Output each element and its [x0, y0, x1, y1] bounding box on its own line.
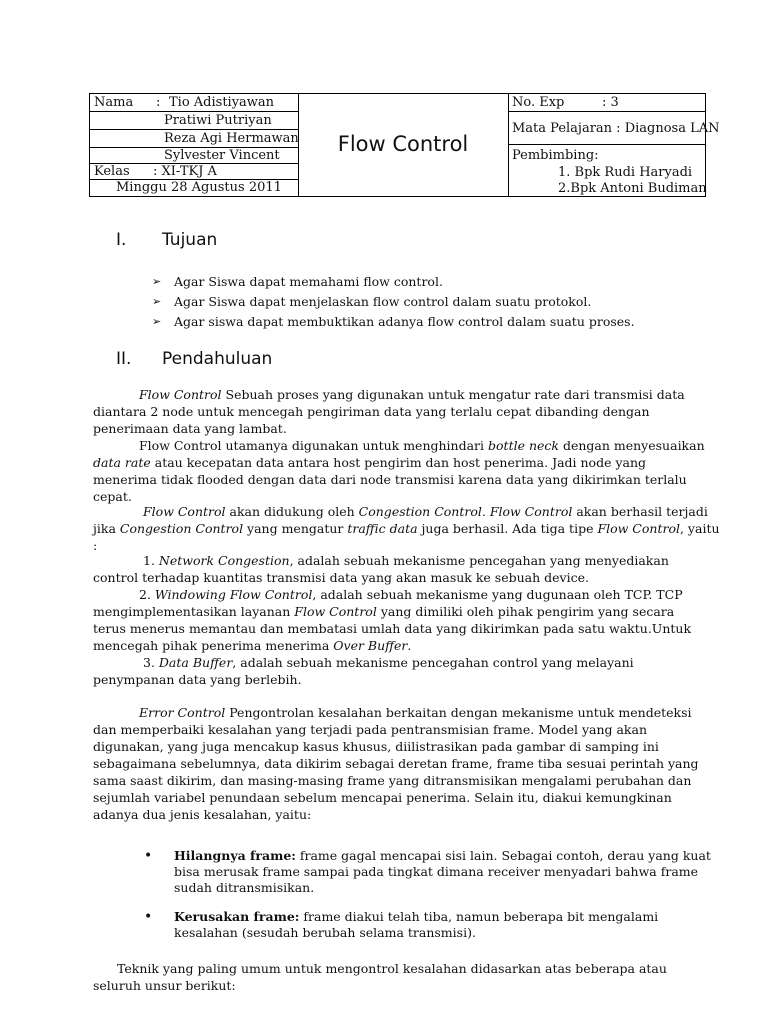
term-over-buffer: Over Buffer	[333, 638, 408, 653]
list-item	[144, 909, 658, 925]
paragraph-windowing	[93, 586, 713, 654]
item-number: 2.	[139, 587, 155, 602]
text-line: Teknik yang paling umum untuk mengontrol kesalahan didasarkan atas beberapa atau	[117, 961, 667, 976]
paragraph-teknik	[93, 960, 713, 994]
section-1-title: Tujuan	[162, 230, 218, 250]
error-types-list	[144, 848, 711, 896]
term-flow-control: Flow Control	[139, 387, 222, 402]
text-line: sama saast dikirim, dan masing-masing frame yang ditransmisikan mengalami perubahan dan	[93, 773, 692, 788]
error-types-list-2	[144, 909, 658, 941]
paragraph-data-buffer	[93, 654, 713, 688]
kelas-value: : XI-TKJ A	[153, 164, 217, 179]
section-2-title: Pendahuluan	[162, 349, 273, 369]
kelas-label: Kelas	[94, 164, 130, 179]
name-row-3	[90, 130, 298, 148]
text-line: :	[93, 538, 98, 553]
term-flow-control: Flow Control	[143, 504, 226, 519]
text-line: , adalah sebuah mekanisme yang dugunaan oleh TCP. TCP	[312, 587, 683, 602]
text-line: yang dimiliki oleh pihak pengirim yang secara	[376, 604, 675, 619]
kelas-row	[90, 164, 298, 180]
header-table	[89, 93, 720, 197]
no-exp-value: : 3	[602, 95, 619, 110]
text-line: frame gagal mencapai sisi lain. Sebagai contoh, derau yang kuat	[295, 848, 711, 863]
paragraph-bottleneck	[93, 437, 713, 505]
document-title: Flow Control	[337, 132, 469, 156]
date-text: Minggu 28 Agustus 2011	[116, 180, 282, 195]
term-flow-control: Flow Control	[489, 504, 573, 519]
term-congestion-control: Congestion Control	[119, 521, 244, 536]
text-line	[144, 925, 658, 941]
text-line: digunakan, yang juga mencakup kasus khusus, diilistrasikan pada gambar di samping ini	[93, 739, 659, 754]
paragraph-flow-control	[93, 386, 713, 437]
name-row-2	[90, 112, 298, 130]
text-line: sejumlah variabel penundaan sebelum mencapai penerima. Selain itu, diakui kemungkinan	[93, 790, 672, 805]
text-line: adanya dua jenis kesalahan, yaitu:	[93, 807, 312, 822]
pembimbing-1: 1. Bpk Rudi Haryadi	[558, 165, 693, 180]
text-line: .	[481, 504, 490, 519]
text-line: sebagaimana sebelumnya, data dikirim sebagai deretan frame, frame tiba sesuai perintah yang	[93, 756, 699, 771]
term-bottle-neck: bottle neck	[488, 438, 559, 453]
item-number: 1.	[143, 553, 159, 568]
name-4: Sylvester Vincent	[164, 148, 280, 163]
text-line: , adalah sebuah mekanisme pencegahan yang menyediakan	[289, 553, 669, 568]
item-number: 3.	[143, 655, 159, 670]
text-line: .	[407, 638, 412, 653]
term-windowing-flow-control: Windowing Flow Control	[154, 587, 313, 602]
text-line: juga berhasil. Ada tiga tipe	[417, 521, 598, 536]
pembimbing-label: Pembimbing:	[512, 148, 599, 163]
name-row-4	[90, 148, 298, 164]
list-item: ➢ Agar Siswa dapat menjelaskan flow control dalam suatu protokol.	[152, 292, 635, 312]
section-1-number: I.	[116, 230, 127, 250]
text-line: , adalah sebuah mekanisme pencegahan control yang melayani	[232, 655, 634, 670]
text-line: Sebuah proses yang digunakan untuk mengatur rate dari transmisi data	[221, 387, 685, 402]
text-line: frame diakui telah tiba, namun beberapa bit mengalami	[299, 909, 659, 924]
nama-row	[90, 94, 298, 112]
paragraph-congestion	[93, 503, 720, 554]
date-row	[90, 180, 298, 196]
no-exp-row	[508, 94, 705, 112]
text-line: jika	[93, 521, 120, 536]
text-line	[144, 864, 711, 880]
pembimbing-row	[508, 145, 705, 196]
text-line: diantara 2 node untuk mencegah pengiriman data yang terlalu cepat dibanding dengan	[93, 404, 650, 419]
text-line: penympanan data yang berlebih.	[93, 672, 302, 687]
error-type-label: Hilangnya frame:	[174, 848, 296, 863]
text-line: mencegah pihak penerima menerima	[93, 638, 334, 653]
header-right-column	[508, 94, 720, 196]
name-3: Reza Agi Hermawan	[164, 131, 299, 146]
term-congestion-control: Congestion Control	[358, 504, 482, 519]
name-2: Pratiwi Putriyan	[164, 113, 272, 128]
text-line: control terhadap kuantitas transmisi data yang akan masuk ke sebuah device.	[93, 570, 589, 585]
text-line: Flow Control utamanya digunakan untuk menghindari	[139, 438, 489, 453]
pembimbing-2: 2.Bpk Antoni Budiman	[558, 181, 707, 196]
text-line: akan didukung oleh	[225, 504, 359, 519]
text-line: atau kecepatan data antara host pengirim dan host penerima. Jadi node yang	[150, 455, 647, 470]
text-line: dengan menyesuaikan	[558, 438, 705, 453]
no-exp-label: No. Exp	[512, 95, 565, 110]
text-line: mengimplementasikan layanan	[93, 604, 295, 619]
mata-pelajaran: Mata Pelajaran : Diagnosa LAN	[512, 121, 720, 136]
text-line: menerima tidak flooded dengan data dari node transmisi karena data yang dikirimkan terlalu	[93, 472, 687, 487]
text-line: sudah ditransmisikan.	[174, 880, 315, 895]
text-line: terus menerus memantau dan membatasi umlah data yang dikirimkan pada satu waktu.Untuk	[93, 621, 692, 636]
text-line: dan memperbaiki kesalahan yang terjadi pada pentransmisian frame. Model yang akan	[93, 722, 648, 737]
term-network-congestion: Network Congestion	[158, 553, 290, 568]
text-line: akan berhasil terjadi	[572, 504, 708, 519]
section-2-number: II.	[116, 349, 132, 369]
nama-label: Nama	[94, 95, 134, 110]
name-1: Tio Adistiyawan	[169, 95, 275, 110]
paragraph-network-congestion	[93, 552, 713, 586]
text-line: yang mengatur	[243, 521, 348, 536]
paragraph-error-control	[93, 704, 713, 823]
mata-pelajaran-row	[508, 112, 720, 145]
term-error-control: Error Control	[139, 705, 226, 720]
text-line: bisa merusak frame sampai pada tingkat dimana receiver menyadari bahwa frame	[174, 864, 699, 879]
list-item	[144, 848, 711, 864]
header-title-cell	[298, 94, 509, 196]
term-data-buffer: Data Buffer	[158, 655, 233, 670]
list-item: ➢ Agar siswa dapat membuktikan adanya flow control dalam suatu proses.	[152, 312, 635, 332]
header-left-column	[90, 94, 299, 196]
text-line	[144, 880, 711, 896]
text-line: kesalahan (sesudah berubah selama transmisi).	[174, 925, 476, 940]
term-data-rate: data rate	[93, 455, 151, 470]
term-flow-control: Flow Control	[294, 604, 377, 619]
text-line: , yaitu	[679, 521, 720, 536]
text-line: cepat.	[93, 489, 132, 504]
tujuan-list	[152, 272, 635, 332]
text-line: seluruh unsur berikut:	[93, 978, 236, 993]
error-type-label: Kerusakan frame:	[174, 909, 300, 924]
nama-separator: :	[156, 95, 161, 110]
list-item: ➢ Agar Siswa dapat memahami flow control.	[152, 272, 635, 292]
text-line: Pengontrolan kesalahan berkaitan dengan mekanisme untuk mendeteksi	[225, 705, 692, 720]
term-flow-control: Flow Control	[597, 521, 680, 536]
term-traffic-data: traffic data	[347, 521, 418, 536]
text-line: penerimaan data yang lambat.	[93, 421, 287, 436]
